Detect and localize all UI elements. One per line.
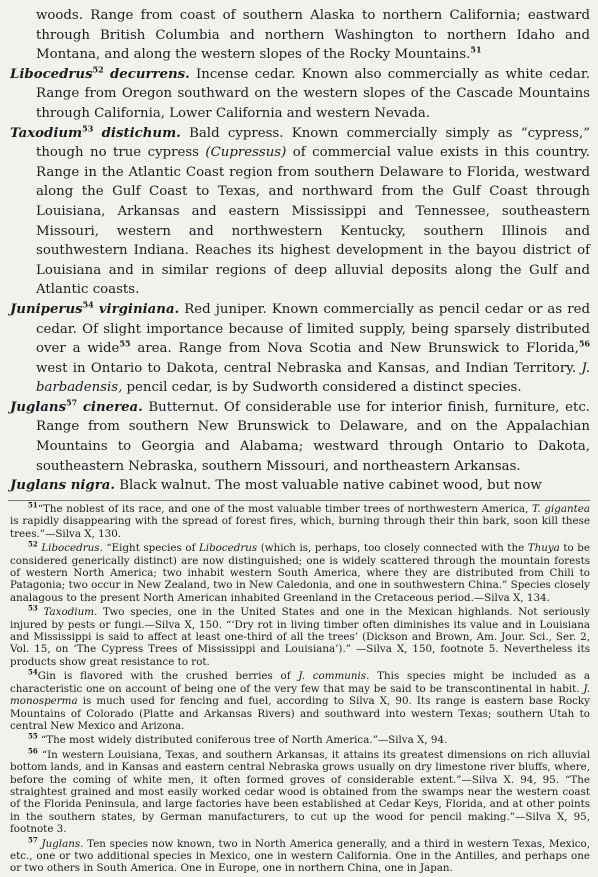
footnote-text: to be considered generically distinct) are now distinguished; one is widely scattered through the mountain forests of western North America; two inhabit western South America, where they are distributed from Chili to Patagonia; two occur in New Zealand, two in New Caledonia, and one in southwestern China.” Species closely analagous to the present North American inhabited Greenland in the Cretaceous period.—Silva X, 134. xyxy=(10,542,590,604)
footnote-text: is much used for fencing and fuel, according to Silva X, 90. Its range is eastern base Rocky Mountains of Colorado (Platte and Arkansas Rivers) and southward into western Texas; southern Utah to central New Mexico and Arizona. xyxy=(10,695,590,732)
footnote-54 xyxy=(10,667,590,732)
entry-juglans-cinerea xyxy=(10,398,590,476)
entry-text: west in Ontario to Dakota, central Nebraska and Kansas, and Indian Territory. xyxy=(36,360,582,376)
italic-term: J. communis. xyxy=(298,670,370,683)
entry-juniperus xyxy=(10,300,590,398)
footnote-56 xyxy=(10,746,590,836)
footnote-divider xyxy=(8,500,590,501)
woods-paragraph xyxy=(10,6,590,65)
footnote-number: 55 xyxy=(28,731,38,741)
footnote-number: 54 xyxy=(28,667,38,677)
species-name: decurrens. xyxy=(109,66,190,82)
entry-taxodium xyxy=(10,124,590,300)
footnote-ref-52: 52 xyxy=(92,64,104,75)
genus-name: Libocedrus xyxy=(10,66,93,82)
footnote-ref-54: 54 xyxy=(82,299,94,310)
footnote-text: Two species, one in the United States and one in the Mexican highlands. Not seriously injured by pests or fungi.—Silva X, 150. “‘Dry rot in living timber often diminishes its value and in Louisiana and Mississippi is said to affect at least one-third of all the trees’ (Dickson and Brown, Am. Jour. Sci., Ser. 2, Vol. 15, on ‘The Cypress Trees of Mississippi and Louisiana’).” —Silva X, 150, footnote 5. Nevertheless its products show great resistance to rot. xyxy=(10,606,590,668)
entry-text: Black walnut. The most valuable native cabinet wood, but now xyxy=(114,478,542,494)
footnote-text: “Eight species of xyxy=(102,542,199,555)
footnote-53 xyxy=(10,603,590,668)
footnote-number: 51 xyxy=(28,500,38,510)
footnotes xyxy=(10,500,590,877)
genus-name: Taxodium xyxy=(10,125,83,141)
genus-name: Juniperus xyxy=(10,301,83,317)
footnote-51 xyxy=(10,500,590,540)
footnote-text: Gin is flavored with the crushed berries of xyxy=(37,670,299,683)
footnote-label: Libocedrus. xyxy=(41,542,103,555)
entry-text: pencil cedar, is by Sudworth considered a distinct species. xyxy=(122,380,522,396)
footnote-ref-53: 53 xyxy=(82,123,94,134)
footnote-number: 57 xyxy=(28,835,38,845)
italic-term: Libocedrus xyxy=(198,542,258,555)
italic-term: T. gigantea xyxy=(532,503,590,515)
italic-term: J. barbadensis, xyxy=(36,360,590,396)
footnote-number: 52 xyxy=(28,539,38,549)
italic-term: Thuya xyxy=(527,542,560,555)
footnote-label: Juglans. xyxy=(41,837,84,850)
species-name: distichum. xyxy=(101,125,181,141)
entry-libocedrus xyxy=(10,65,590,124)
entry-text: Bald cypress. Known commercially simply as “cypress,” though no true cypress xyxy=(36,125,590,161)
footnote-label: Taxodium. xyxy=(43,606,98,619)
footnote-text: is rapidly disappearing with the spread of forest fires, which, burning through their thin bark, soon kill these trees.”—Silva X, 130. xyxy=(10,515,590,540)
footnote-55 xyxy=(10,731,590,747)
entry-text: of commercial value exists in this country. Range in the Atlantic Coast region from southern Delaware to Florida, westward along the Gulf Coast to Texas, and northward from the Gulf Coast through Louisiana, Arkansas and eastern Mississippi and Tennessee, southeastern Missouri, western and northwestern Kentucky, southern Illinois and southwestern Indiana. Reaches its highest development in the bayou district of Louisiana and in similar regions of deep alluvial deposits along the Gulf and Atlantic coasts. xyxy=(36,145,590,298)
footnote-number: 56 xyxy=(28,746,38,756)
footnote-text: “The most widely distributed coniferous tree of North America.”—Silva X, 94. xyxy=(41,734,448,747)
entry-text: Incense cedar. Known also commercially as white cedar. Range from Oregon southward on the western slopes of the Cascade Mountains through California, Lower California and western Nevada. xyxy=(36,66,590,121)
footnote-ref-55: 55 xyxy=(119,338,131,349)
entry-juglans-nigra xyxy=(10,476,590,496)
species-name: Juglans nigra. xyxy=(10,478,115,494)
footnote-number: 53 xyxy=(28,603,38,613)
footnote-text: (which is, perhaps, too closely connected with the xyxy=(257,542,528,555)
species-name: cinerea. xyxy=(82,399,143,415)
footnote-text: “The noblest of its race, and one of the most valuable timber trees of northwestern America, xyxy=(37,503,533,515)
footnote-ref-51: 51 xyxy=(470,44,482,55)
footnote-text: Ten species now known, two in North America generally, and a third in western Texas, Mexico, etc., one or two additional species in Mexico, one in western California. One in the Antilles, and perhaps one or two others in South America. One in Europe, one in northern China, one in Japan. xyxy=(10,837,590,875)
footnote-ref-57: 57 xyxy=(66,397,78,408)
entry-text: Butternut. Of considerable use for interior finish, furniture, etc. Range from southern New Brunswick to Delaware, and on the Appalachian Mountains to Georgia and Alabama; westward through Ontario to Dakota, southeastern Nebraska, southern Missouri, and northeastern Arkansas. xyxy=(36,399,590,474)
main-text xyxy=(10,6,590,496)
species-name: virginiana. xyxy=(98,301,180,317)
genus-name: Juglans xyxy=(10,399,67,415)
footnote-text: “In western Louisiana, Texas, and southern Arkansas, it attains its greatest dimensions on rich alluvial bottom lands, and in Kansas and eastern central Nebraska grows usually on dry limestone river bluffs, where, before the coming of white men, it often formed groves of considerable extent.”—Silva X. 94, 95. “The straightest grained and most easily worked cedar wood is obtained from the swamps near the western coast of the Florida Peninsula, and large factories have been established at Cedar Keys, Florida, and at other points in the southern states, by German manufacturers, to cut up the wood for pencil making.”—Silva X, 95, footnote 3. xyxy=(10,748,590,836)
footnote-text: This species might be included as a characteristic one on account of being one of the very few that may be said to be transcontinental in habit. xyxy=(10,670,590,695)
woods-text: woods. Range from coast of southern Alaska to northern California; eastward through British Columbia and northern Washington to northern Idaho and Montana, and along the western slopes of the Rocky Mountains. xyxy=(36,8,590,63)
footnote-ref-56: 56 xyxy=(578,338,590,349)
italic-term: (Cupressus) xyxy=(205,145,287,161)
footnote-52 xyxy=(10,539,590,604)
entry-text: area. Range from Nova Scotia and New Brunswick to Florida, xyxy=(130,341,579,357)
entry-text: Red juniper. Known commercially as pencil cedar or as red cedar. Of slight importance because of limited supply, being sparsely distributed over a wide xyxy=(36,301,590,357)
footnote-57 xyxy=(10,835,590,875)
italic-term: J. monosperma xyxy=(10,682,590,708)
